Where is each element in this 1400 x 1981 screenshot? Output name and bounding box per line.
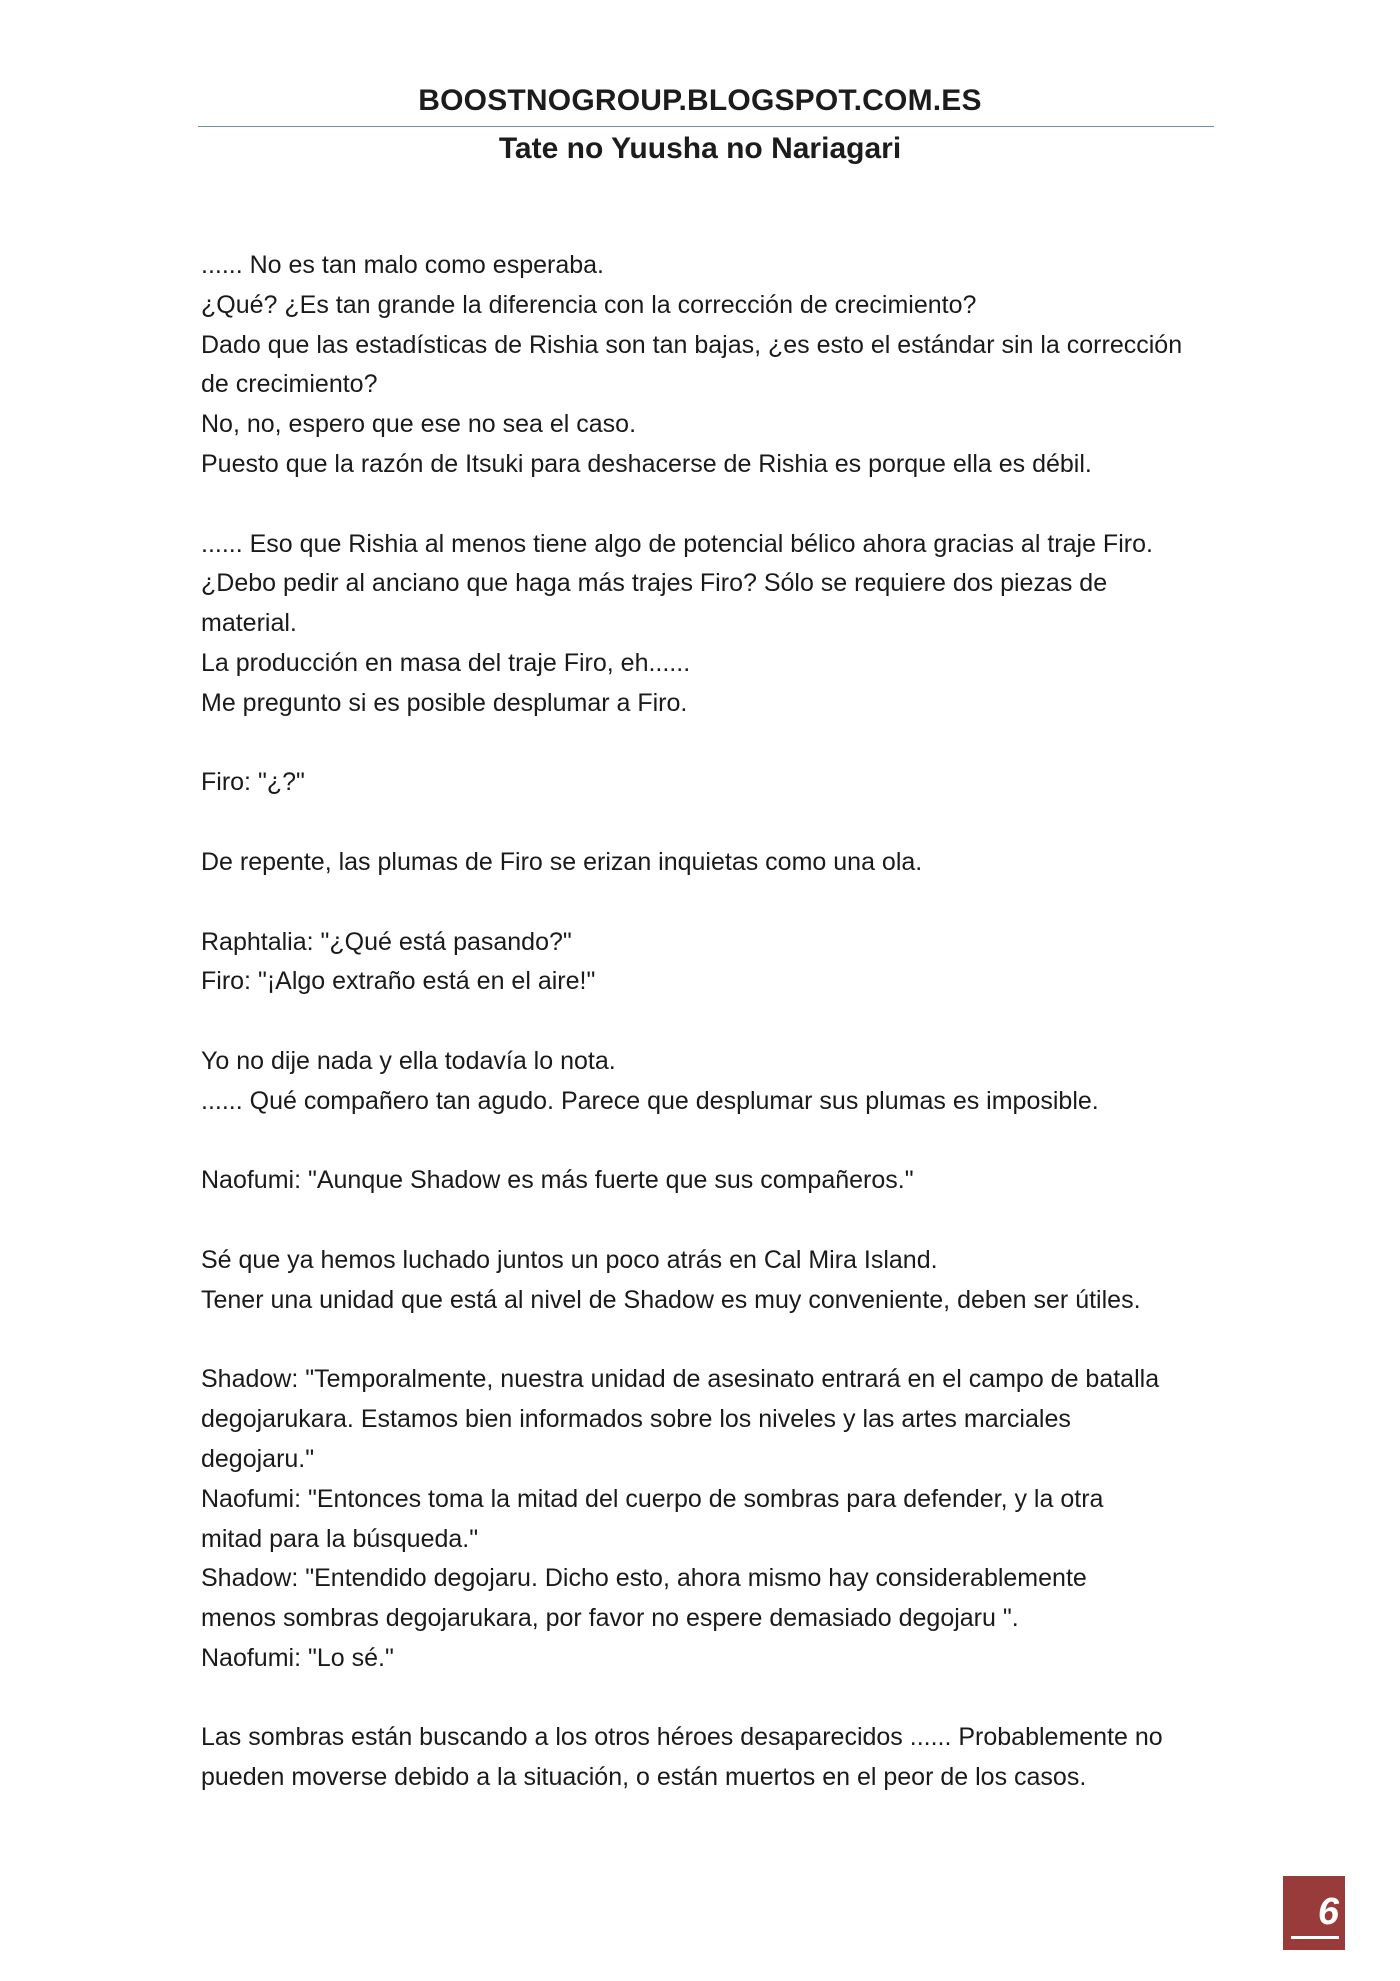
text-line: mitad para la búsqueda."	[201, 1524, 479, 1553]
page-number-badge	[1283, 1876, 1345, 1950]
text-line: ...... Eso que Rishia al menos tiene algo de potencial bélico ahora gracias al traje Firo.	[201, 529, 1153, 558]
page-number: 6	[1317, 1891, 1339, 1933]
site-url: BOOSTNOGROUP.BLOGSPOT.COM.ES	[418, 84, 982, 117]
paragraph-gap	[201, 724, 1211, 764]
paragraph-gap	[201, 883, 1211, 923]
text-line: De repente, las plumas de Firo se erizan inquietas como una ola.	[201, 847, 923, 876]
text-line: Yo no dije nada y ella todavía lo nota.	[201, 1046, 616, 1075]
text-line: de crecimiento?	[201, 370, 378, 399]
text-line: ¿Qué? ¿Es tan grande la diferencia con la corrección de crecimiento?	[201, 290, 977, 319]
text-line: pueden moverse debido a la situación, o están muertos en el peor de los casos.	[201, 1763, 1087, 1792]
paragraph-gap	[201, 1201, 1211, 1241]
book-title: Tate no Yuusha no Nariagari	[498, 132, 902, 165]
document-body	[201, 246, 1211, 1798]
text-line: Naofumi: "Lo sé."	[201, 1643, 394, 1672]
text-line: La producción en masa del traje Firo, eh......	[201, 648, 691, 677]
page-header	[0, 82, 1400, 120]
text-line: Las sombras están buscando a los otros héroes desaparecidos ...... Probablemente no	[201, 1723, 1163, 1752]
paragraph-gap	[201, 1679, 1211, 1719]
text-line: Naofumi: "Entonces toma la mitad del cuerpo de sombras para defender, y la otra	[201, 1484, 1104, 1513]
text-line: ¿Debo pedir al anciano que haga más trajes Firo? Sólo se requiere dos piezas de	[201, 569, 1108, 598]
text-line: Raphtalia: "¿Qué está pasando?"	[201, 927, 572, 956]
paragraph-gap	[201, 1122, 1211, 1162]
text-line: menos sombras degojarukara, por favor no espere demasiado degojaru ".	[201, 1604, 1019, 1633]
page-number-underline	[1291, 1936, 1339, 1939]
text-line: ...... Qué compañero tan agudo. Parece que desplumar sus plumas es imposible.	[201, 1086, 1099, 1115]
text-line: Me pregunto si es posible desplumar a Firo.	[201, 688, 688, 717]
text-line: Shadow: "Entendido degojaru. Dicho esto, ahora mismo hay considerablemente	[201, 1564, 1087, 1593]
text-line: Dado que las estadísticas de Rishia son tan bajas, ¿es esto el estándar sin la corrección	[201, 330, 1183, 359]
paragraph-gap	[201, 803, 1211, 843]
text-line: Tener una unidad que está al nivel de Shadow es muy conveniente, deben ser útiles.	[201, 1285, 1141, 1314]
paragraph-gap	[201, 485, 1211, 525]
text-line: Shadow: "Temporalmente, nuestra unidad de asesinato entrará en el campo de batalla	[201, 1365, 1160, 1394]
text-line: degojarukara. Estamos bien informados sobre los niveles y las artes marciales	[201, 1405, 1071, 1434]
text-line: material.	[201, 609, 297, 638]
text-line: ...... No es tan malo como esperaba.	[201, 251, 604, 279]
header-divider	[198, 126, 1214, 127]
text-line: Naofumi: "Aunque Shadow es más fuerte que sus compañeros."	[201, 1166, 914, 1195]
text-line: No, no, espero que ese no sea el caso.	[201, 410, 637, 439]
paragraph-gap	[201, 1321, 1211, 1361]
text-line: Firo: "¿?"	[201, 768, 305, 797]
text-line: degojaru."	[201, 1444, 315, 1473]
text-line: Sé que ya hemos luchado juntos un poco atrás en Cal Mira Island.	[201, 1245, 938, 1274]
text-line: Puesto que la razón de Itsuki para deshacerse de Rishia es porque ella es débil.	[201, 449, 1092, 478]
paragraph-gap	[201, 1002, 1211, 1042]
text-line: Firo: "¡Algo extraño está en el aire!"	[201, 967, 596, 996]
